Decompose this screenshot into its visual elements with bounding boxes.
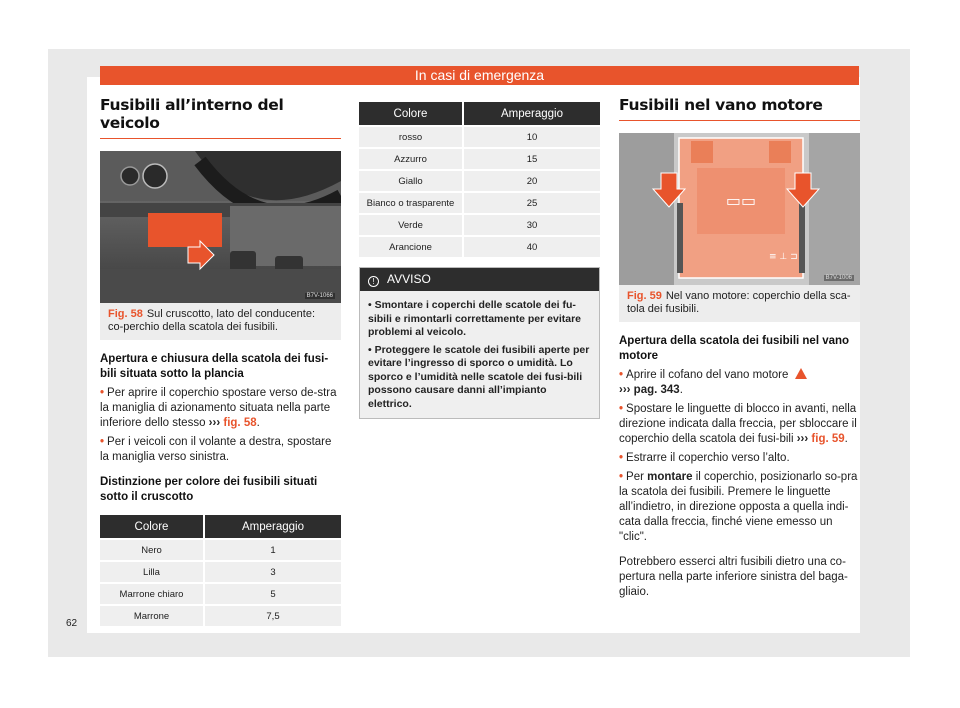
bullet-icon: • <box>100 436 105 448</box>
svg-text:▭▭: ▭▭ <box>725 191 757 210</box>
bullet-icon: • <box>619 403 624 415</box>
paragraph: Potrebbero esserci altri fusibili dietro una co-pertura nella parte inferiore sinistra del baga-gliaio. <box>619 556 848 598</box>
figure-58 <box>100 151 341 340</box>
figure-caption <box>619 285 860 322</box>
bullet-icon: • <box>368 343 375 356</box>
figure-link[interactable]: fig. 58 <box>223 417 257 429</box>
column-header: Amperaggio <box>464 102 600 125</box>
caption-text: Sul cruscotto, lato del conducente: co-perchio della scatola dei fusibili. <box>108 308 316 333</box>
column-middle <box>359 100 600 419</box>
page-link[interactable]: ››› pag. 343 <box>619 384 680 396</box>
table-cell: Arancione <box>359 237 464 257</box>
table-title: Distinzione per colore dei fusibili situati sotto il cruscotto <box>100 476 318 503</box>
subsection-title: Apertura della scatola dei fusibili nel vano motore <box>619 335 850 362</box>
table-cell: 20 <box>464 171 600 191</box>
table-cell: 10 <box>464 127 600 147</box>
list-item <box>619 451 860 466</box>
table-row <box>100 606 341 626</box>
list-item <box>619 368 860 398</box>
table-cell: 25 <box>464 193 600 213</box>
column-header: Colore <box>359 102 464 125</box>
table-cell: 3 <box>205 562 341 582</box>
bullet-text: Aprire il cofano del vano motore <box>626 369 792 381</box>
bullet-icon: • <box>368 299 375 311</box>
bullet-icon: • <box>619 369 624 381</box>
column-header: Colore <box>100 515 205 538</box>
warning-triangle-icon <box>795 368 807 379</box>
dashboard-image <box>100 151 341 303</box>
warning-body <box>360 291 599 418</box>
fuse-box-image <box>619 133 860 285</box>
bullet-end: . <box>256 417 260 429</box>
figure-number: Fig. 59 <box>627 290 662 302</box>
table-row <box>359 149 600 169</box>
bullet-text: Per <box>626 471 648 483</box>
image-code: B7V-1006 <box>825 275 852 281</box>
caption-text: Nel vano motore: coperchio della sca-tola dei fusibili. <box>627 290 851 315</box>
table-cell: Nero <box>100 540 205 560</box>
list-item <box>100 435 341 465</box>
table-cell: 1 <box>205 540 341 560</box>
warning-text: Proteggere le scatole dei fusibili aperte per evitare l’ingresso di sporco o umidità. Lo sporco e l’umidità nelle scatole dei fusi-bili possono causare danni all’impianto elettrico. <box>368 343 590 410</box>
svg-text:≡ ⊥ ⊐: ≡ ⊥ ⊐ <box>769 252 798 262</box>
warning-title: AVVISO <box>387 272 431 286</box>
column-left <box>100 96 341 628</box>
fuse-color-table-continued <box>359 100 600 259</box>
table-row <box>100 562 341 582</box>
warning-icon: ! <box>368 276 379 287</box>
fuse-color-table <box>100 513 341 628</box>
bullet-icon: • <box>619 471 624 483</box>
bullet-text: Per aprire il coperchio spostare verso de-stra la maniglia di azionamento situata nella parte inferiore dello stesso <box>100 387 337 429</box>
table-cell: Azzurro <box>359 149 464 169</box>
table-header-row <box>359 102 600 125</box>
table-cell: 5 <box>205 584 341 604</box>
warning-item <box>368 344 591 412</box>
table-row <box>359 193 600 213</box>
column-right <box>619 96 860 600</box>
table-row <box>100 584 341 604</box>
section-header: In casi di emergenza <box>100 66 859 85</box>
warning-text: Smontare i coperchi delle scatole dei fu-sibili e rimontarli correttamente per evitare problemi al veicolo. <box>368 299 581 338</box>
table-cell: Marrone <box>100 606 205 626</box>
bullet-icon: • <box>619 452 624 464</box>
bullet-text: Spostare le linguette di blocco in avanti, nella direzione indicata dalla freccia, per sbloccare il coperchio della scatola dei fusi-bili <box>619 403 857 445</box>
table-row <box>100 540 341 560</box>
table-cell: 7,5 <box>205 606 341 626</box>
bullet-icon: • <box>100 387 105 399</box>
table-cell: 30 <box>464 215 600 235</box>
bullet-end: . <box>844 433 848 445</box>
section-title: Fusibili all’interno del veicolo <box>100 96 341 139</box>
reference-arrows: ››› <box>796 433 809 445</box>
figure-59 <box>619 133 860 322</box>
section-title: Fusibili nel vano motore <box>619 96 860 121</box>
column-header: Amperaggio <box>205 515 341 538</box>
table-cell: Bianco o trasparente <box>359 193 464 213</box>
table-header-row <box>100 515 341 538</box>
warning-box <box>359 267 600 419</box>
bullet-text: il coperchio, posizionarlo so-pra la scatola dei fusibili. Premere le linguette all’indietro, in direzione opposta a quella indi-cata dalla freccia, finché viene emesso un "clic". <box>619 471 858 543</box>
table-cell: rosso <box>359 127 464 147</box>
table-row <box>359 215 600 235</box>
reference-arrows: ››› <box>208 417 221 429</box>
table-cell: Giallo <box>359 171 464 191</box>
figure-link[interactable]: fig. 59 <box>811 433 845 445</box>
figure-caption <box>100 303 341 340</box>
image-code: B7V-1066 <box>306 293 333 299</box>
table-row <box>359 127 600 147</box>
bold-text: montare <box>647 471 693 483</box>
table-cell: Verde <box>359 215 464 235</box>
table-row <box>359 171 600 191</box>
warning-header <box>360 268 599 291</box>
bullet-text: Estrarre il coperchio verso l’alto. <box>626 452 790 464</box>
subsection-title: Apertura e chiusura della scatola dei fusi-bili situata sotto la plancia <box>100 353 329 380</box>
page-number: 62 <box>66 618 78 629</box>
list-item <box>619 402 860 447</box>
warning-item <box>368 299 591 340</box>
figure-number: Fig. 58 <box>108 308 143 320</box>
bullet-text: Per i veicoli con il volante a destra, spostare la maniglia verso sinistra. <box>100 436 332 463</box>
table-cell: Marrone chiaro <box>100 584 205 604</box>
table-row <box>359 237 600 257</box>
list-item <box>619 470 860 545</box>
table-cell: 40 <box>464 237 600 257</box>
table-cell: 15 <box>464 149 600 169</box>
list-item <box>100 386 341 431</box>
table-cell: Lilla <box>100 562 205 582</box>
bullet-end: . <box>679 384 683 396</box>
